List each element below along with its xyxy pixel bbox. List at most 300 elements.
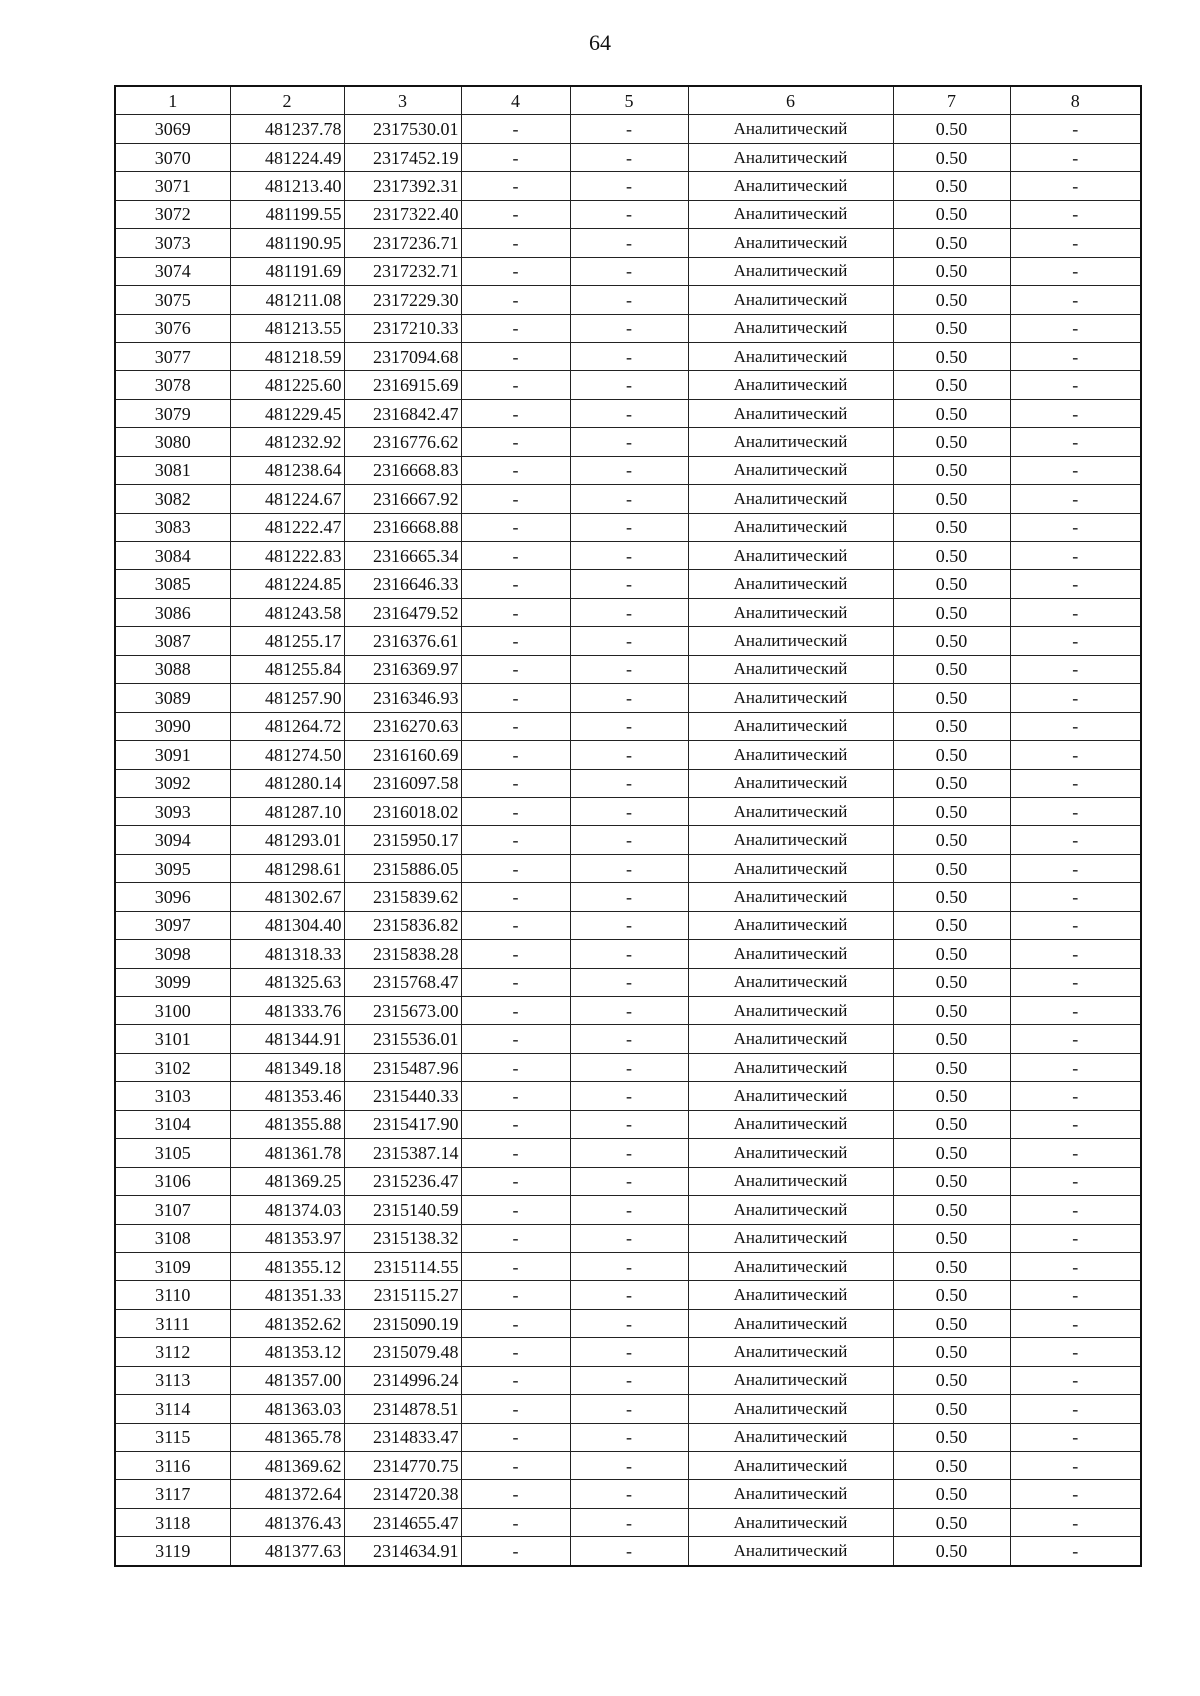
table-cell: Аналитический: [688, 1196, 893, 1224]
table-cell: -: [461, 229, 570, 257]
table-cell: 0.50: [893, 1224, 1010, 1252]
table-cell: 3102: [115, 1053, 230, 1081]
table-cell: -: [570, 712, 688, 740]
table-cell: 481257.90: [230, 684, 344, 712]
table-row: [115, 342, 1141, 370]
table-cell: -: [570, 172, 688, 200]
table-cell: -: [570, 485, 688, 513]
table-cell: 481213.40: [230, 172, 344, 200]
table-cell: 2315536.01: [344, 1025, 461, 1053]
table-cell: 2316915.69: [344, 371, 461, 399]
table-cell: 3108: [115, 1224, 230, 1252]
table-cell: -: [1010, 1395, 1141, 1423]
table-cell: -: [461, 342, 570, 370]
table-cell: -: [570, 1309, 688, 1337]
table-cell: 0.50: [893, 627, 1010, 655]
table-cell: -: [461, 940, 570, 968]
table-cell: -: [570, 200, 688, 228]
table-cell: 0.50: [893, 769, 1010, 797]
table-row: [115, 854, 1141, 882]
table-row: [115, 997, 1141, 1025]
table-cell: -: [570, 854, 688, 882]
table-cell: -: [461, 485, 570, 513]
table-cell: -: [1010, 286, 1141, 314]
table-cell: Аналитический: [688, 797, 893, 825]
table-cell: -: [461, 1025, 570, 1053]
table-cell: -: [461, 769, 570, 797]
table-cell: Аналитический: [688, 1366, 893, 1394]
table-cell: 3078: [115, 371, 230, 399]
table-cell: -: [461, 200, 570, 228]
table-cell: 2317392.31: [344, 172, 461, 200]
table-cell: 0.50: [893, 1309, 1010, 1337]
table-cell: -: [1010, 1167, 1141, 1195]
table-cell: Аналитический: [688, 1167, 893, 1195]
table-cell: -: [1010, 741, 1141, 769]
column-header: 7: [893, 86, 1010, 115]
table-cell: Аналитический: [688, 684, 893, 712]
table-cell: 3112: [115, 1338, 230, 1366]
table-cell: 0.50: [893, 712, 1010, 740]
table-cell: -: [1010, 1252, 1141, 1280]
table-row: [115, 1281, 1141, 1309]
table-cell: 3077: [115, 342, 230, 370]
table-row: [115, 399, 1141, 427]
table-cell: 3119: [115, 1537, 230, 1566]
table-cell: 481365.78: [230, 1423, 344, 1451]
table-cell: Аналитический: [688, 741, 893, 769]
table-row: [115, 797, 1141, 825]
table-cell: -: [570, 1196, 688, 1224]
table-cell: Аналитический: [688, 570, 893, 598]
table-cell: 481369.25: [230, 1167, 344, 1195]
table-cell: 0.50: [893, 1167, 1010, 1195]
table-cell: 0.50: [893, 1480, 1010, 1508]
table-cell: 0.50: [893, 485, 1010, 513]
table-cell: Аналитический: [688, 257, 893, 285]
table-cell: 481243.58: [230, 598, 344, 626]
table-cell: -: [461, 1338, 570, 1366]
table-cell: -: [1010, 1366, 1141, 1394]
table-cell: -: [461, 1366, 570, 1394]
table-cell: 481361.78: [230, 1139, 344, 1167]
table-cell: 3113: [115, 1366, 230, 1394]
table-cell: -: [570, 143, 688, 171]
table-cell: 481224.85: [230, 570, 344, 598]
table-cell: 481372.64: [230, 1480, 344, 1508]
table-cell: 2316646.33: [344, 570, 461, 598]
table-cell: 2316776.62: [344, 428, 461, 456]
table-cell: -: [570, 797, 688, 825]
table-cell: 481255.17: [230, 627, 344, 655]
table-row: [115, 1395, 1141, 1423]
table-cell: -: [1010, 1423, 1141, 1451]
table-row: [115, 1480, 1141, 1508]
table-cell: -: [570, 286, 688, 314]
table-cell: Аналитический: [688, 1309, 893, 1337]
table-cell: -: [570, 598, 688, 626]
table-cell: 2315140.59: [344, 1196, 461, 1224]
table-body: [115, 86, 1141, 1566]
table-cell: 3093: [115, 797, 230, 825]
table-row: [115, 826, 1141, 854]
table-cell: Аналитический: [688, 456, 893, 484]
table-cell: -: [461, 826, 570, 854]
table-cell: -: [570, 399, 688, 427]
table-cell: 481302.67: [230, 883, 344, 911]
table-cell: -: [461, 399, 570, 427]
table-cell: 2316018.02: [344, 797, 461, 825]
table-cell: Аналитический: [688, 172, 893, 200]
table-cell: 0.50: [893, 1366, 1010, 1394]
table-cell: -: [461, 570, 570, 598]
table-cell: 3070: [115, 143, 230, 171]
table-cell: 3104: [115, 1110, 230, 1138]
table-cell: 0.50: [893, 1110, 1010, 1138]
table-cell: 2314878.51: [344, 1395, 461, 1423]
table-cell: 0.50: [893, 1537, 1010, 1566]
table-row: [115, 200, 1141, 228]
table-cell: 0.50: [893, 1452, 1010, 1480]
table-row: [115, 1167, 1141, 1195]
table-cell: 2316668.83: [344, 456, 461, 484]
table-cell: -: [1010, 371, 1141, 399]
table-cell: 481274.50: [230, 741, 344, 769]
table-cell: Аналитический: [688, 1224, 893, 1252]
table-cell: 0.50: [893, 542, 1010, 570]
table-cell: -: [461, 911, 570, 939]
table-cell: 3115: [115, 1423, 230, 1451]
table-cell: Аналитический: [688, 1139, 893, 1167]
table-cell: Аналитический: [688, 485, 893, 513]
table-cell: -: [1010, 940, 1141, 968]
table-cell: Аналитический: [688, 1025, 893, 1053]
table-cell: 3080: [115, 428, 230, 456]
table-row: [115, 911, 1141, 939]
table-cell: -: [461, 1281, 570, 1309]
table-cell: -: [570, 883, 688, 911]
table-cell: Аналитический: [688, 371, 893, 399]
table-cell: -: [461, 1480, 570, 1508]
table-cell: 3076: [115, 314, 230, 342]
table-cell: 3094: [115, 826, 230, 854]
table-cell: 0.50: [893, 257, 1010, 285]
table-cell: 0.50: [893, 1508, 1010, 1536]
table-cell: 0.50: [893, 1395, 1010, 1423]
table-cell: 0.50: [893, 968, 1010, 996]
column-header: 1: [115, 86, 230, 115]
table-cell: -: [570, 1053, 688, 1081]
table-cell: 2315387.14: [344, 1139, 461, 1167]
table-cell: -: [461, 428, 570, 456]
table-cell: -: [570, 769, 688, 797]
table-cell: -: [461, 797, 570, 825]
table-cell: Аналитический: [688, 627, 893, 655]
table-cell: 0.50: [893, 598, 1010, 626]
table-cell: -: [461, 741, 570, 769]
table-cell: -: [570, 968, 688, 996]
table-row: [115, 598, 1141, 626]
table-cell: 3074: [115, 257, 230, 285]
table-cell: Аналитический: [688, 314, 893, 342]
table-cell: -: [1010, 428, 1141, 456]
table-cell: 3103: [115, 1082, 230, 1110]
table-cell: -: [461, 1537, 570, 1566]
column-header: 4: [461, 86, 570, 115]
table-cell: 0.50: [893, 1338, 1010, 1366]
table-cell: 2316369.97: [344, 655, 461, 683]
table-cell: 3072: [115, 200, 230, 228]
table-cell: 0.50: [893, 911, 1010, 939]
table-cell: -: [570, 1395, 688, 1423]
table-cell: 3117: [115, 1480, 230, 1508]
table-cell: -: [570, 1139, 688, 1167]
table-cell: 2315115.27: [344, 1281, 461, 1309]
table-cell: -: [461, 257, 570, 285]
table-row: [115, 1423, 1141, 1451]
table-cell: 481222.83: [230, 542, 344, 570]
table-cell: Аналитический: [688, 428, 893, 456]
table-cell: 3114: [115, 1395, 230, 1423]
table-cell: Аналитический: [688, 655, 893, 683]
table-cell: 2315886.05: [344, 854, 461, 882]
table-cell: 3089: [115, 684, 230, 712]
table-cell: -: [1010, 1338, 1141, 1366]
table-cell: -: [1010, 314, 1141, 342]
table-cell: 481357.00: [230, 1366, 344, 1394]
column-header: 6: [688, 86, 893, 115]
table-cell: -: [461, 1309, 570, 1337]
table-cell: -: [1010, 1025, 1141, 1053]
table-cell: -: [461, 598, 570, 626]
table-cell: 2316665.34: [344, 542, 461, 570]
table-cell: -: [1010, 854, 1141, 882]
table-cell: 0.50: [893, 342, 1010, 370]
table-cell: 481363.03: [230, 1395, 344, 1423]
table-cell: 2316668.88: [344, 513, 461, 541]
table-cell: -: [1010, 1480, 1141, 1508]
table-cell: -: [1010, 627, 1141, 655]
table-cell: 481255.84: [230, 655, 344, 683]
table-cell: 0.50: [893, 200, 1010, 228]
table-cell: -: [461, 314, 570, 342]
table-cell: -: [570, 997, 688, 1025]
table-cell: 2317322.40: [344, 200, 461, 228]
table-cell: 481237.78: [230, 115, 344, 143]
table-cell: -: [570, 911, 688, 939]
table-cell: 481369.62: [230, 1452, 344, 1480]
table-row: [115, 286, 1141, 314]
table-cell: 2317232.71: [344, 257, 461, 285]
table-cell: -: [1010, 513, 1141, 541]
table-cell: -: [461, 542, 570, 570]
page-number: 64: [589, 30, 611, 55]
table-cell: 3073: [115, 229, 230, 257]
table-cell: 3118: [115, 1508, 230, 1536]
table-cell: 2315673.00: [344, 997, 461, 1025]
table-cell: 3079: [115, 399, 230, 427]
table-cell: 481238.64: [230, 456, 344, 484]
table-cell: -: [1010, 257, 1141, 285]
table-row: [115, 1196, 1141, 1224]
table-cell: Аналитический: [688, 1537, 893, 1566]
table-cell: 0.50: [893, 1196, 1010, 1224]
table-cell: 2315836.82: [344, 911, 461, 939]
table-cell: -: [461, 1139, 570, 1167]
table-row: [115, 143, 1141, 171]
table-cell: Аналитический: [688, 911, 893, 939]
table-cell: 2317210.33: [344, 314, 461, 342]
table-cell: 2315440.33: [344, 1082, 461, 1110]
table-cell: -: [570, 456, 688, 484]
table-cell: Аналитический: [688, 1452, 893, 1480]
table-cell: 2314996.24: [344, 1366, 461, 1394]
table-cell: -: [461, 1423, 570, 1451]
table-cell: 0.50: [893, 1423, 1010, 1451]
table-row: [115, 1082, 1141, 1110]
table-cell: 0.50: [893, 1025, 1010, 1053]
table-row: [115, 485, 1141, 513]
table-cell: 3109: [115, 1252, 230, 1280]
table-cell: 0.50: [893, 570, 1010, 598]
table-cell: 2315487.96: [344, 1053, 461, 1081]
table-cell: -: [461, 513, 570, 541]
table-cell: 481355.12: [230, 1252, 344, 1280]
table-cell: Аналитический: [688, 1395, 893, 1423]
table-cell: Аналитический: [688, 286, 893, 314]
table-cell: Аналитический: [688, 143, 893, 171]
table-cell: -: [570, 1025, 688, 1053]
table-cell: 0.50: [893, 513, 1010, 541]
table-cell: Аналитический: [688, 513, 893, 541]
table-cell: 0.50: [893, 1252, 1010, 1280]
table-cell: 0.50: [893, 1082, 1010, 1110]
table-cell: 2315079.48: [344, 1338, 461, 1366]
table-row: [115, 1110, 1141, 1138]
table-cell: 2315768.47: [344, 968, 461, 996]
table-cell: 3083: [115, 513, 230, 541]
table-cell: 2317530.01: [344, 115, 461, 143]
table-cell: 2314770.75: [344, 1452, 461, 1480]
table-cell: Аналитический: [688, 1252, 893, 1280]
table-cell: 481353.97: [230, 1224, 344, 1252]
table-cell: 481374.03: [230, 1196, 344, 1224]
table-cell: -: [1010, 456, 1141, 484]
table-cell: 2316346.93: [344, 684, 461, 712]
table-cell: 481353.46: [230, 1082, 344, 1110]
table-cell: 481229.45: [230, 399, 344, 427]
table-cell: -: [1010, 1082, 1141, 1110]
table-cell: 0.50: [893, 940, 1010, 968]
table-cell: -: [1010, 399, 1141, 427]
table-cell: -: [1010, 143, 1141, 171]
table-row: [115, 769, 1141, 797]
table-row: [115, 1508, 1141, 1536]
table-cell: -: [570, 826, 688, 854]
table-cell: 0.50: [893, 797, 1010, 825]
table-cell: Аналитический: [688, 968, 893, 996]
table-cell: 0.50: [893, 229, 1010, 257]
table-cell: 0.50: [893, 1139, 1010, 1167]
table-cell: -: [570, 1480, 688, 1508]
table-cell: 2315950.17: [344, 826, 461, 854]
table-cell: 3116: [115, 1452, 230, 1480]
table-cell: -: [1010, 997, 1141, 1025]
table-cell: 3086: [115, 598, 230, 626]
table-cell: -: [1010, 1196, 1141, 1224]
table-cell: -: [1010, 1452, 1141, 1480]
table-cell: 481232.92: [230, 428, 344, 456]
table-cell: 481318.33: [230, 940, 344, 968]
table-cell: 0.50: [893, 854, 1010, 882]
table-cell: 3110: [115, 1281, 230, 1309]
table-cell: -: [1010, 769, 1141, 797]
table-cell: -: [461, 1508, 570, 1536]
table-row: [115, 542, 1141, 570]
table-cell: 0.50: [893, 314, 1010, 342]
table-cell: -: [461, 1395, 570, 1423]
table-cell: 3081: [115, 456, 230, 484]
table-row: [115, 1338, 1141, 1366]
table-cell: -: [1010, 115, 1141, 143]
table-cell: 3107: [115, 1196, 230, 1224]
table-row: [115, 229, 1141, 257]
table-cell: Аналитический: [688, 712, 893, 740]
table-cell: Аналитический: [688, 115, 893, 143]
table-row: [115, 1537, 1141, 1566]
table-cell: Аналитический: [688, 200, 893, 228]
table-cell: 0.50: [893, 655, 1010, 683]
table-cell: -: [1010, 1281, 1141, 1309]
table-cell: Аналитический: [688, 598, 893, 626]
table-cell: 2315236.47: [344, 1167, 461, 1195]
table-cell: 481325.63: [230, 968, 344, 996]
table-cell: 481351.33: [230, 1281, 344, 1309]
table-cell: 2316376.61: [344, 627, 461, 655]
table-row: [115, 172, 1141, 200]
table-cell: -: [570, 655, 688, 683]
table-row: [115, 712, 1141, 740]
table-cell: Аналитический: [688, 826, 893, 854]
table-cell: -: [1010, 485, 1141, 513]
table-cell: 3095: [115, 854, 230, 882]
table-cell: 0.50: [893, 371, 1010, 399]
table-cell: 2316842.47: [344, 399, 461, 427]
table-cell: 481264.72: [230, 712, 344, 740]
table-cell: -: [461, 1224, 570, 1252]
table-cell: 481353.12: [230, 1338, 344, 1366]
table-row: [115, 1252, 1141, 1280]
table-cell: 2317452.19: [344, 143, 461, 171]
table-cell: Аналитический: [688, 399, 893, 427]
table-cell: 3097: [115, 911, 230, 939]
table-header-row: [115, 86, 1141, 115]
table-cell: Аналитический: [688, 1082, 893, 1110]
table-cell: -: [1010, 229, 1141, 257]
table-cell: 3082: [115, 485, 230, 513]
table-cell: -: [570, 940, 688, 968]
table-cell: -: [570, 115, 688, 143]
table-row: [115, 1025, 1141, 1053]
table-cell: Аналитический: [688, 854, 893, 882]
table-cell: -: [570, 1423, 688, 1451]
table-cell: 481333.76: [230, 997, 344, 1025]
table-cell: Аналитический: [688, 542, 893, 570]
table-row: [115, 655, 1141, 683]
table-cell: 481280.14: [230, 769, 344, 797]
table-row: [115, 1452, 1141, 1480]
table-cell: 3071: [115, 172, 230, 200]
